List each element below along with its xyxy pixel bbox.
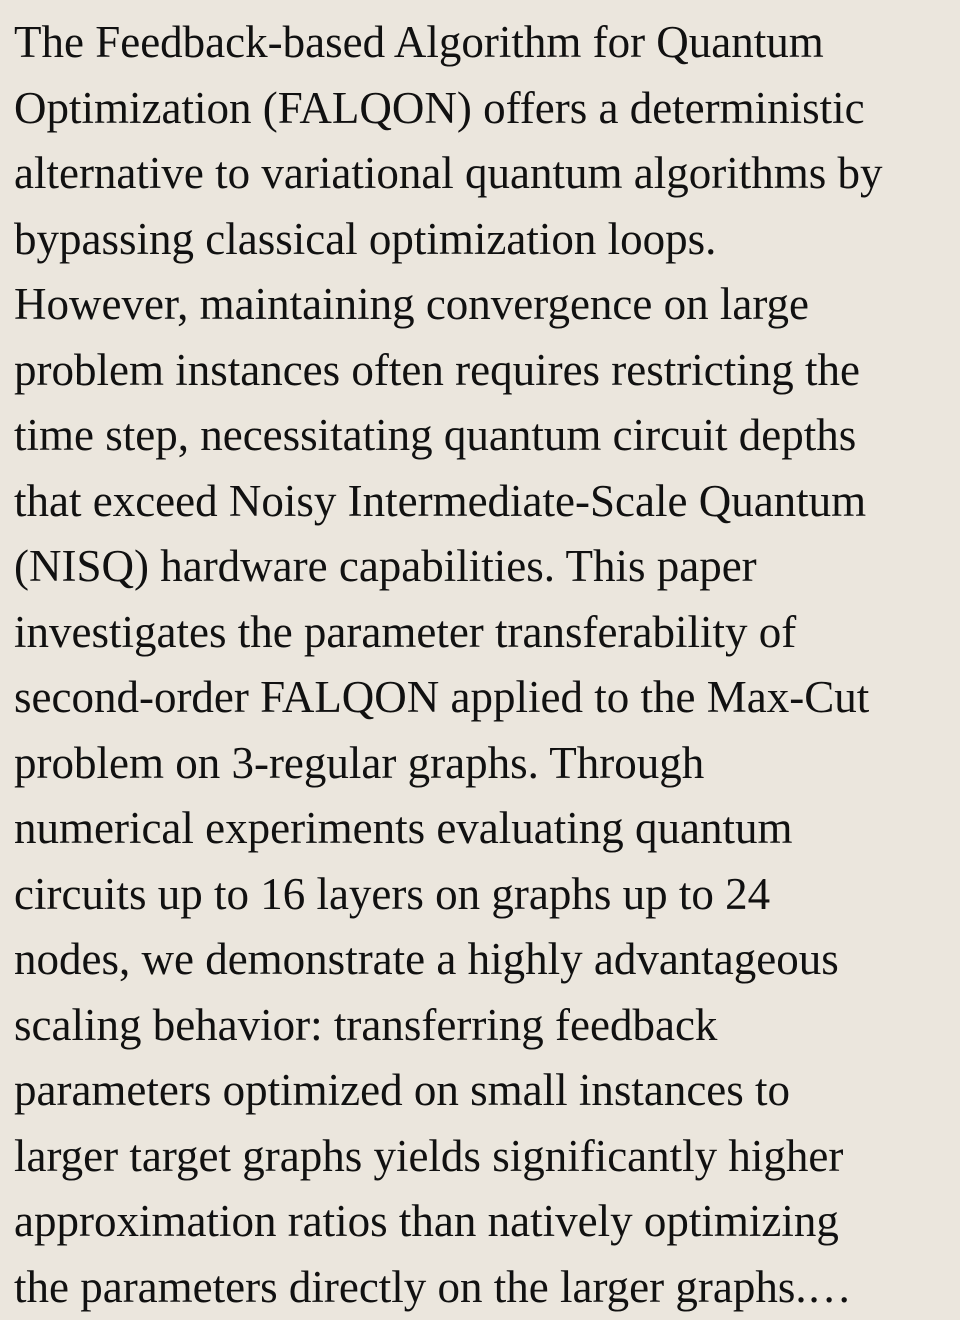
abstract-line: approximation ratios than natively optimizing: [14, 1189, 946, 1255]
abstract-line: However, maintaining convergence on large: [14, 272, 946, 338]
abstract-line: alternative to variational quantum algorithms by: [14, 141, 946, 207]
abstract-line: scaling behavior: transferring feedback: [14, 993, 946, 1059]
abstract-line: larger target graphs yields significantly higher: [14, 1124, 946, 1190]
abstract-text: [14, 10, 946, 1320]
abstract-line: bypassing classical optimization loops.: [14, 207, 946, 273]
abstract-line: circuits up to 16 layers on graphs up to 24: [14, 862, 946, 928]
abstract-line: parameters optimized on small instances to: [14, 1058, 946, 1124]
abstract-line: problem instances often requires restricting the: [14, 338, 946, 404]
abstract-line: (NISQ) hardware capabilities. This paper: [14, 534, 946, 600]
abstract-line: problem on 3-regular graphs. Through: [14, 731, 946, 797]
abstract-line: Optimization (FALQON) offers a deterministic: [14, 76, 946, 142]
abstract-line: the parameters directly on the larger graphs.…: [14, 1255, 946, 1320]
abstract-line: investigates the parameter transferability of: [14, 600, 946, 666]
abstract-line: numerical experiments evaluating quantum: [14, 796, 946, 862]
abstract-line: nodes, we demonstrate a highly advantageous: [14, 927, 946, 993]
abstract-line: time step, necessitating quantum circuit depths: [14, 403, 946, 469]
abstract-line: The Feedback-based Algorithm for Quantum: [14, 10, 946, 76]
abstract-line: that exceed Noisy Intermediate-Scale Quantum: [14, 469, 946, 535]
abstract-line: second-order FALQON applied to the Max-Cut: [14, 665, 946, 731]
